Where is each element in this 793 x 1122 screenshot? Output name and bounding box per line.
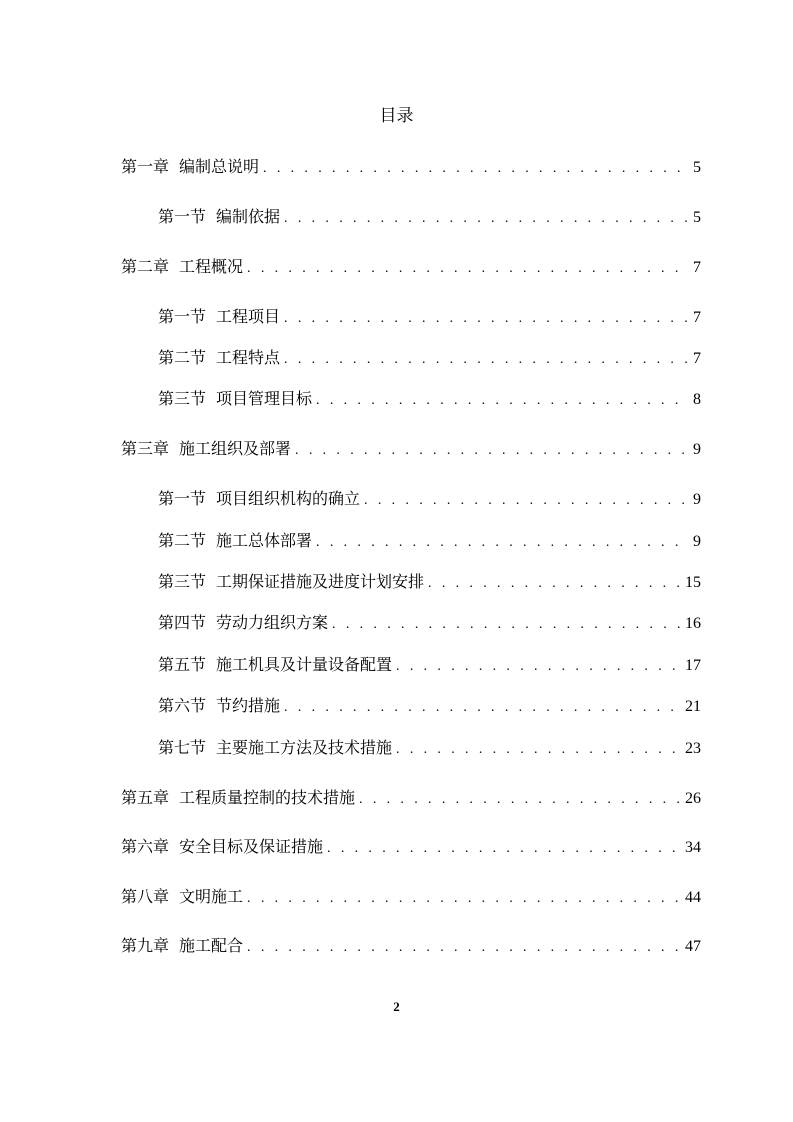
toc-entry-page: 44 — [685, 889, 701, 906]
toc-entry-page: 9 — [693, 491, 701, 508]
toc-entry-title: 工程概况 — [179, 257, 244, 276]
toc-entry-chapter[interactable] — [121, 836, 701, 858]
toc-entry-number: 第九章 — [121, 936, 170, 955]
toc-entry-chapter[interactable] — [121, 256, 701, 278]
toc-entry-number: 第三节 — [158, 572, 207, 591]
toc-entry-section[interactable] — [158, 571, 701, 593]
toc-entry-title: 项目管理目标 — [216, 389, 313, 408]
toc-entry-number: 第六章 — [121, 837, 170, 856]
toc-entry-page: 8 — [693, 391, 701, 408]
toc-entry-section[interactable] — [158, 654, 701, 676]
toc-entry-chapter[interactable] — [121, 886, 701, 908]
toc-entry-title: 节约措施 — [216, 696, 281, 715]
toc-entry-number: 第五节 — [158, 655, 207, 674]
toc-entry-title: 工程项目 — [216, 307, 281, 326]
toc-dot-leader — [280, 697, 685, 719]
toc-entry-chapter[interactable] — [121, 787, 701, 809]
toc-entry-title: 安全目标及保证措施 — [179, 837, 324, 856]
toc-dot-leader — [259, 158, 689, 180]
toc-entry-section[interactable] — [158, 695, 701, 717]
toc-dot-leader — [243, 888, 685, 910]
toc-entry-page: 5 — [693, 209, 701, 226]
toc-entry-page: 9 — [693, 533, 701, 550]
toc-dot-leader — [392, 656, 685, 678]
toc-entry-title: 编制总说明 — [179, 157, 260, 176]
toc-entry-section[interactable] — [158, 306, 701, 328]
toc-entry-section[interactable] — [158, 737, 701, 759]
toc-entry-chapter[interactable] — [121, 935, 701, 957]
toc-entry-page: 15 — [685, 574, 701, 591]
toc-dot-leader — [243, 937, 685, 959]
toc-entry-chapter[interactable] — [121, 156, 701, 178]
toc-entry-chapter[interactable] — [121, 438, 701, 460]
toc-entry-page: 7 — [693, 309, 701, 326]
toc-entry-number: 第一节 — [158, 489, 207, 508]
toc-entry-section[interactable] — [158, 206, 701, 228]
toc-entry-number: 第一节 — [158, 207, 207, 226]
toc-entry-title: 项目组织机构的确立 — [216, 489, 361, 508]
toc-dot-leader — [392, 739, 685, 761]
toc-entry-title: 主要施工方法及技术措施 — [216, 738, 393, 757]
toc-entry-number: 第三章 — [121, 439, 170, 458]
toc-entry-page: 23 — [685, 740, 701, 757]
toc-entry-section[interactable] — [158, 388, 701, 410]
toc-entry-number: 第七节 — [158, 738, 207, 757]
toc-entry-number: 第二节 — [158, 531, 207, 550]
toc-entry-title: 工程特点 — [216, 348, 281, 367]
toc-dot-leader — [424, 573, 685, 595]
toc-entry-title: 施工总体部署 — [216, 531, 313, 550]
page-number: 2 — [393, 999, 400, 1014]
toc-entry-page: 21 — [685, 698, 701, 715]
toc-dot-leader — [243, 258, 689, 280]
toc-entry-section[interactable] — [158, 612, 701, 634]
toc-entry-number: 第五章 — [121, 788, 170, 807]
toc-entry-section[interactable] — [158, 347, 701, 369]
toc-entry-number: 第八章 — [121, 887, 170, 906]
toc-entry-page: 17 — [685, 657, 701, 674]
toc-entry-title: 工期保证措施及进度计划安排 — [216, 572, 425, 591]
toc-entry-title: 施工机具及计量设备配置 — [216, 655, 393, 674]
toc-dot-leader — [312, 532, 689, 554]
toc-entry-number: 第一节 — [158, 307, 207, 326]
toc-dot-leader — [291, 440, 689, 462]
toc-entry-title: 工程质量控制的技术措施 — [179, 788, 356, 807]
toc-entry-number: 第一章 — [121, 157, 170, 176]
toc-entry-page: 7 — [693, 259, 701, 276]
toc-entry-title: 编制依据 — [216, 207, 281, 226]
toc-entry-page: 34 — [685, 839, 701, 856]
toc-dot-leader — [280, 308, 689, 330]
toc-entry-section[interactable] — [158, 530, 701, 552]
toc-entry-number: 第六节 — [158, 696, 207, 715]
toc-entry-page: 5 — [693, 159, 701, 176]
toc-entry-number: 第二章 — [121, 257, 170, 276]
toc-dot-leader — [280, 208, 689, 230]
toc-entry-title: 劳动力组织方案 — [216, 613, 329, 632]
toc-dot-leader — [323, 838, 685, 860]
toc-entry-page: 7 — [693, 350, 701, 367]
toc-entry-number: 第二节 — [158, 348, 207, 367]
toc-entry-title: 施工组织及部署 — [179, 439, 292, 458]
toc-dot-leader — [355, 789, 685, 811]
toc-entry-number: 第四节 — [158, 613, 207, 632]
toc-dot-leader — [328, 614, 685, 636]
toc-entry-title: 施工配合 — [179, 936, 244, 955]
toc-dot-leader — [312, 390, 689, 412]
toc-entry-number: 第三节 — [158, 389, 207, 408]
toc-title: 目录 — [379, 106, 414, 126]
toc-entry-section[interactable] — [158, 488, 701, 510]
toc-entry-page: 9 — [693, 441, 701, 458]
toc-dot-leader — [280, 349, 689, 371]
toc-entry-title: 文明施工 — [179, 887, 244, 906]
toc-dot-leader — [360, 490, 689, 512]
toc-entry-page: 47 — [685, 938, 701, 955]
toc-entry-page: 26 — [685, 790, 701, 807]
toc-entry-page: 16 — [685, 615, 701, 632]
